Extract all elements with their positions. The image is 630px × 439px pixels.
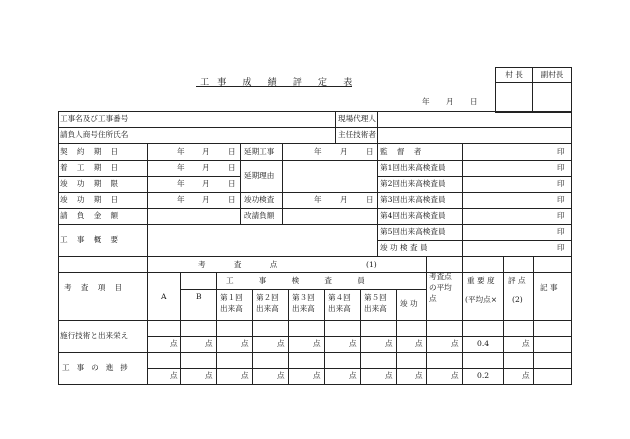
supervisor-label: 監 督 者 xyxy=(380,147,425,156)
seal-mark: 印 xyxy=(557,227,565,236)
ymd-month: 月 xyxy=(202,147,210,156)
round-5: 第５回 xyxy=(364,293,387,302)
vline xyxy=(58,256,59,384)
eval-line-2: (2) xyxy=(512,295,523,304)
vline xyxy=(533,256,534,384)
unit-mark: 点 xyxy=(522,339,530,348)
vline xyxy=(571,256,572,384)
vline xyxy=(426,256,427,384)
col-a: A xyxy=(161,292,167,301)
completion-col: 竣 功 xyxy=(400,299,418,308)
approval-box-mid xyxy=(532,67,533,112)
title-char: 績 xyxy=(267,78,277,88)
unit-mark: 点 xyxy=(385,339,393,348)
ymd-year: 年 xyxy=(177,179,185,188)
inspector-4-label: 第4回出来高検査員 xyxy=(380,211,446,220)
contract-date-label: 契 約 期 日 xyxy=(60,147,122,156)
date-year: 年 xyxy=(422,97,430,106)
extension-work-label: 延期工事 xyxy=(244,147,275,156)
ymd-month: 月 xyxy=(340,147,348,156)
unit-mark: 点 xyxy=(313,371,321,380)
vline xyxy=(503,256,504,384)
ymd-year: 年 xyxy=(177,163,185,172)
completion-inspection-label: 竣功検査 xyxy=(244,195,275,204)
vline xyxy=(396,289,397,384)
eval-line-1: 評 点 xyxy=(508,276,526,285)
approval-box-bottom xyxy=(495,112,572,113)
unit-mark: 点 xyxy=(170,339,178,348)
vline xyxy=(324,289,325,384)
unit-mark: 点 xyxy=(205,339,213,348)
ymd-day: 日 xyxy=(228,179,236,188)
vline xyxy=(282,143,283,224)
ymd-month: 月 xyxy=(340,195,348,204)
vline xyxy=(180,272,181,384)
vline xyxy=(240,143,241,224)
seal-mark: 印 xyxy=(557,243,565,252)
hline xyxy=(377,176,572,177)
seal-mark: 印 xyxy=(557,179,565,188)
approval-box-top xyxy=(495,67,572,68)
title-char: 評 xyxy=(292,78,302,88)
chief-engineer-label: 主任技術者 xyxy=(338,130,376,139)
vline xyxy=(360,289,361,384)
completion-date-label: 竣 功 期 日 xyxy=(60,195,122,204)
vline xyxy=(216,272,217,384)
vline xyxy=(288,289,289,384)
title-char: 事 xyxy=(217,78,227,88)
title-char: 表 xyxy=(343,78,353,88)
revised-amount-label: 改請負額 xyxy=(244,211,275,220)
approval-box-right xyxy=(571,67,572,112)
item-name: 施行技術と出来栄え xyxy=(60,331,129,340)
ymd-day: 日 xyxy=(228,163,236,172)
weight-line-1: 重 要 度 xyxy=(467,276,495,285)
contractor-label: 請負人商号住所氏名 xyxy=(60,130,129,139)
title-char: 成 xyxy=(242,78,252,88)
hline xyxy=(58,256,572,257)
date-month: 月 xyxy=(446,97,454,106)
seal-mark: 印 xyxy=(557,147,565,156)
ymd-day: 日 xyxy=(228,147,236,156)
inspector-5-label: 第5回出来高検査員 xyxy=(380,227,446,236)
title-char: 工 xyxy=(200,78,210,88)
vline xyxy=(147,143,148,256)
unit-mark: 点 xyxy=(241,371,249,380)
ymd-month: 月 xyxy=(202,163,210,172)
round-2: 第２回 xyxy=(256,293,279,302)
item-header: 考 査 項 目 xyxy=(64,283,126,292)
project-name-label: 工事名及び工事番号 xyxy=(60,114,129,123)
unit-mark: 点 xyxy=(170,371,178,380)
dekidaka-1: 出来高 xyxy=(220,304,243,313)
weight-line-2: (平均点× xyxy=(465,295,498,304)
inspector-2-label: 第2回出来高検査員 xyxy=(380,179,446,188)
avg-line-3: 点 xyxy=(429,294,437,303)
unit-mark: 点 xyxy=(385,371,393,380)
remarks-header: 記 事 xyxy=(540,283,558,292)
completion-deadline-label: 竣 功 期 限 xyxy=(60,179,122,188)
vline xyxy=(147,256,148,384)
unit-mark: 点 xyxy=(415,339,423,348)
unit-mark: 点 xyxy=(451,339,459,348)
vline xyxy=(571,111,572,256)
round-3: 第３回 xyxy=(292,293,315,302)
seal-mark: 印 xyxy=(557,195,565,204)
hline xyxy=(58,192,572,193)
ymd-year: 年 xyxy=(314,195,322,204)
dekidaka-2: 出来高 xyxy=(256,304,279,313)
overview-label: 工 事 概 要 xyxy=(60,235,122,244)
dekidaka-5: 出来高 xyxy=(364,304,387,313)
seal-mark: 印 xyxy=(557,211,565,220)
unit-mark: 点 xyxy=(349,339,357,348)
hline xyxy=(58,384,572,385)
approval-box-left xyxy=(495,67,496,112)
ymd-month: 月 xyxy=(202,195,210,204)
hline xyxy=(377,240,572,241)
title-underline xyxy=(196,86,352,87)
mayor-label: 村 長 xyxy=(505,70,523,79)
contract-amount-label: 請 負 金 額 xyxy=(60,211,122,220)
unit-mark: 点 xyxy=(205,371,213,380)
ymd-day: 日 xyxy=(228,195,236,204)
approval-box-divider xyxy=(495,82,572,83)
score-header: 考 査 点 xyxy=(198,260,291,269)
unit-mark: 点 xyxy=(277,371,285,380)
ymd-day: 日 xyxy=(366,147,374,156)
hline xyxy=(58,143,572,144)
dekidaka-4: 出来高 xyxy=(328,304,351,313)
inspector-3-label: 第3回出来高検査員 xyxy=(380,195,446,204)
unit-mark: 点 xyxy=(415,371,423,380)
title-char: 定 xyxy=(318,78,328,88)
unit-mark: 点 xyxy=(349,371,357,380)
hline xyxy=(58,208,572,209)
weight-value: 0.4 xyxy=(477,339,490,348)
item-name: 工 事 の 進 捗 xyxy=(62,363,131,372)
ymd-day: 日 xyxy=(366,195,374,204)
round-4: 第４回 xyxy=(328,293,351,302)
site-agent-label: 現場代理人 xyxy=(338,114,376,123)
ymd-year: 年 xyxy=(177,147,185,156)
hline xyxy=(58,160,572,161)
hline xyxy=(58,224,572,225)
ymd-year: 年 xyxy=(177,195,185,204)
round-1: 第１回 xyxy=(220,293,243,302)
weight-value: 0.2 xyxy=(477,371,490,380)
start-date-label: 着 工 期 日 xyxy=(60,163,122,172)
seal-mark: 印 xyxy=(557,163,565,172)
unit-mark: 点 xyxy=(277,339,285,348)
extension-reason-label: 延期理由 xyxy=(244,171,275,180)
dekidaka-3: 出来高 xyxy=(292,304,315,313)
score-note: (1) xyxy=(366,260,377,269)
inspector-1-label: 第1回出来高検査員 xyxy=(380,163,446,172)
completion-inspector-label: 竣 功 検 査 員 xyxy=(380,243,428,252)
vline xyxy=(462,256,463,384)
ymd-month: 月 xyxy=(202,179,210,188)
hline xyxy=(58,320,572,321)
vline xyxy=(335,111,336,143)
hline xyxy=(58,111,572,112)
col-b: B xyxy=(196,292,202,301)
vline xyxy=(252,289,253,384)
ymd-year: 年 xyxy=(314,147,322,156)
avg-line-1: 考査点 xyxy=(429,272,452,281)
unit-mark: 点 xyxy=(313,339,321,348)
inspector-header: 工 事 検 査 員 xyxy=(226,276,377,285)
unit-mark: 点 xyxy=(522,371,530,380)
vice-mayor-label: 副村長 xyxy=(540,70,564,79)
vline xyxy=(377,111,378,256)
hline xyxy=(58,176,240,177)
avg-line-2: の平均 xyxy=(429,283,452,292)
unit-mark: 点 xyxy=(451,371,459,380)
hline xyxy=(58,127,572,128)
hline xyxy=(58,352,572,353)
date-day: 日 xyxy=(470,97,478,106)
vline xyxy=(462,143,463,256)
vline xyxy=(58,111,59,256)
hline xyxy=(58,272,572,273)
unit-mark: 点 xyxy=(241,339,249,348)
